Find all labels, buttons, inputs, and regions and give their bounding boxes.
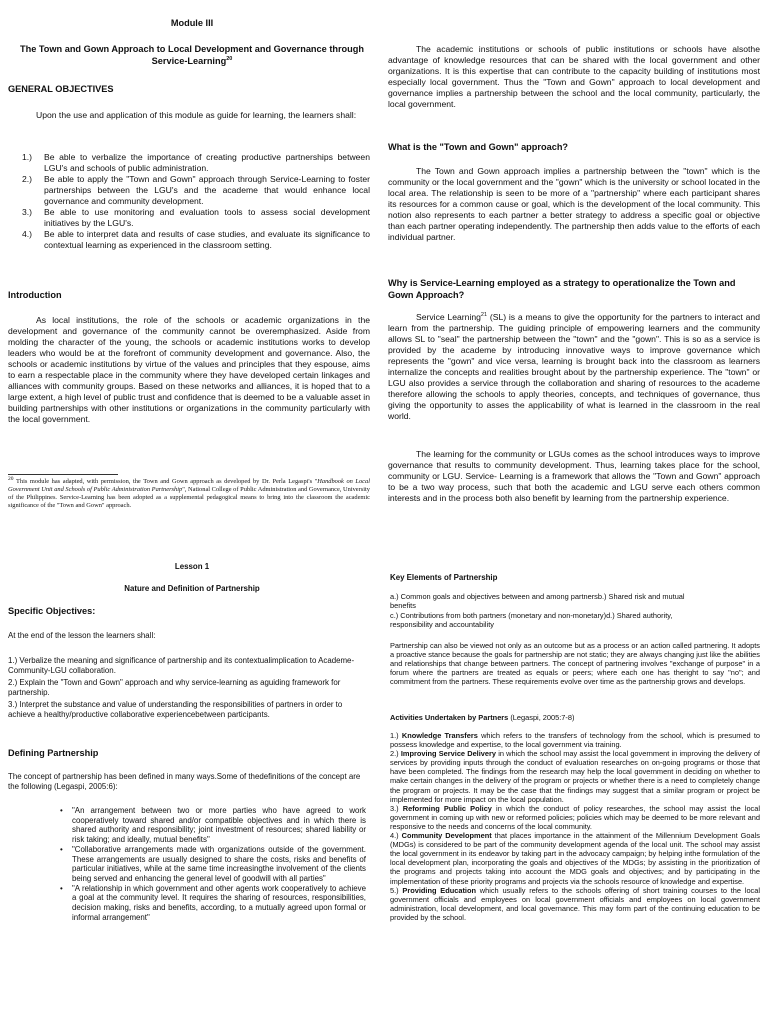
activity-item: 3.) Reforming Public Policy in which the conduct of policy researches, the school may assist the local government in coming up with new or reformed policies; policies which may be deemed to be more relevant and responsive to the needs and concerns of the local community. (390, 803, 760, 831)
definition-item: • "A relationship in which government and other agents work cooperatively to achieve a goal at the community level. It requires the sharing of resources, responsibilities, decision making, risks and benefits, according, to a mutually agreed upon formal or informal arrangement" (60, 883, 366, 922)
activity-item: 2.) Improving Service Delivery in which the school may assist the local government in improving the delivery of services by providing inputs through the conduct of evaluation researches on on-going programs or those that have been completed. The findings from the research may help the local government in deciding on whether to make certain changes in the delivery of the program or projects or whether there is a need to completely change the program or projects. It may be the case that the findings may suggest that a similar program or project be implemented for more impact on the local population. (390, 749, 760, 804)
lesson-section (0, 540, 384, 1024)
service-learning-question-heading: Why is Service-Learning employed as a strategy to operationalize the Town and Gown Approach? (388, 278, 736, 300)
key-element-item: a.) Common goals and objectives between and among partnersb.) Shared risk and mutual benefits (390, 592, 685, 611)
footnote-20: $^{20}$ This module has adapted, with permission, the Town and Gown approach as developed by Dr. Perla Legaspi's "Handbook on Local Government Unit and Schools of Public Administration Partnership", National College of Public Administration and Governance, University of the Philippines. Service-Learning has been adopted as a supplemental pedagogical means to bring into the classroom the academic significance of the "Town and Gown" approach. (8, 475, 370, 509)
specific-objective-item: 1.) Verbalize the meaning and significance of partnership and its contextualimplication to Academe-Community-LGU collaboration. (8, 656, 355, 675)
footnote-ref-20: 20 (226, 55, 233, 62)
objective-item: 1.) Be able to verbalize the importance of creating productive partnerships between LGU's and schools of public administration. (22, 152, 370, 173)
general-objectives-heading: GENERAL OBJECTIVES (8, 84, 114, 94)
introduction-heading: Introduction (8, 290, 62, 300)
defining-partnership-intro: The concept of partnership has been defined in many ways.Some of thedefinitions of the concept are the following (Legaspi, 2005:6): (8, 772, 361, 791)
activities-heading: Activities Undertaken by Partners (Legaspi, 2005:7-8) (390, 713, 575, 722)
key-element-item: c.) Contributions from both partners (monetary and non-monetary)d.) Shared authority, responsibility and accountability (390, 611, 673, 630)
module-title: Module III (170, 18, 214, 28)
footnote-rule (8, 474, 118, 475)
objectives-intro: Upon the use and application of this module as guide for learning, the learners shall: (36, 110, 357, 120)
specific-objectives-heading: Specific Objectives: (8, 606, 96, 616)
module-subtitle-line1: The Town and Gown Approach to Local Development and Governance through (19, 44, 365, 54)
town-gown-question-heading: What is the "Town and Gown" approach? (388, 142, 569, 152)
introduction-paragraph: As local institutions, the role of the schools or academic organizations in the development and governance of the community cannot be overemphasized. Aside from molding the character of the young, the schools or academic institutions works to develop leaders who would be at the forefront of community development and governance. Also, the schools or academic institutions by virtue of the values and principles that they espouse, aims to earn a respectable place in the community where they have developed certain linkages and alliances with community groups. Based on these networks and alliances, it is hoped that to a large extent, a high level of public trust and confidence that is deemed to be a valuable asset in building partnerships with other institutions or organizations in the community particularly with the local government. (8, 315, 370, 424)
definition-item: • "Collaborative arrangements made with organizations outside of the government. These arrangements are usually designed to share the costs, risks and benefits of particular initiatives, while at the same time increasingthe involvement of the clients being served and enhancing the general level of goodwill with all parties" (60, 844, 366, 883)
activity-item: 1.) Knowledge Transfers which refers to the transfers of technology from the school, which is presumed to possess knowledge and expertise, to the local government via training. (390, 731, 760, 750)
partnership-definitions-list (60, 806, 366, 922)
service-learning-paragraph: Service Learning$^{21}$ (SL) is a means to give the opportunity for the partners to interact and learn from the partnership. The guiding principle of empowering learners and the community allows SL to "seal" the partnership between the "town" and the "gown". This is so as a service is provided by the academe by introducing innovative ways to improve governance which represents the "gown" and vice versa, learning is brought back into the classroom as learners internalize the concepts and realities brought about by the partnership experience. The "town" or LGU also provides a service through the collaboration and sharing of resources to the academe therefore allowing the schools to apply theories, concepts, and techniques of governance, thus giving the opportunity to asses the applicability of what is learned in the classroom in the real world. (388, 312, 760, 421)
module-intro-section (0, 0, 384, 540)
key-elements-heading: Key Elements of Partnership (390, 573, 498, 582)
activities-list (390, 731, 760, 922)
defining-partnership-heading: Defining Partnership (8, 748, 99, 758)
module-subtitle (6, 44, 378, 67)
activity-item: 5.) Providing Education which usually refers to the schools offering of short training courses to the local government officials and employees on local government officials and employees on local government administration, local development, and local governance. This may form part of the continuing education to be provided by the school. (390, 885, 761, 922)
specific-objective-item: 2.) Explain the "Town and Gown" approach and why service-learning as aguiding framework for partnership. (8, 678, 341, 697)
specific-objectives-intro: At the end of the lesson the learners shall: (8, 631, 156, 640)
footnote-ref-21: 21 (480, 312, 488, 319)
objective-item: 2.) Be able to apply the "Town and Gown" approach through Service-Learning to foster partnerships between the LGU's and the academe that would enhance local governance and community development. (22, 174, 370, 206)
lesson-title: Lesson 1 (174, 562, 210, 571)
academic-resources-paragraph: The academic institutions or schools of public institutions or schools have alsothe advantage of knowledge resources that can be shared with the local government and other organizations. It is this expertise that can contribute to the capacity building of institutions most especially local government. Thus the "Town and Gown" approach to local development and governance implies a partnership between the school and the local community, particularly, the local government. (388, 44, 760, 109)
objective-item: 3.) Be able to use monitoring and evaluation tools to assess social development initiatives by the LGU's. (22, 207, 370, 228)
objectives-list (22, 152, 370, 251)
specific-objective-item: 3.) Interpret the substance and value of understanding the responsibilities of partners in order to achieve a healthy/productive collaborative experiencebetween participants. (8, 700, 343, 719)
module-subtitle-line2: Service-Learning (151, 55, 227, 66)
lesson-subtitle: Nature and Definition of Partnership (124, 584, 260, 593)
objective-item: 4.) Be able to interpret data and results of case studies, and evaluate its significance to contextual learning as experienced in the classroom setting. (22, 229, 370, 250)
community-learning-paragraph: The learning for the community or LGUs comes as the school introduces ways to improve governance that results to community development. Thus, learning takes place for the school, community or LGU. Service- Learning is a framework that allows the "Town and Gown" approach to be a two way process, such that both the academic and LGU serve each others common interests and in the process both also benefit by learning from the partnership experience. (388, 449, 760, 503)
town-and-gown-section (384, 0, 768, 540)
definition-item: • "An arrangement between two or more parties who have agreed to work cooperatively toward shared and/or compatible objectives and in which there is shared authority and responsibility; joint investment of resources; shared liability or risk taking; and ideally, mutual benefits" (60, 806, 366, 845)
town-gown-paragraph: The Town and Gown approach implies a partnership between the "town" which is the community or the local government and the "gown" which is the university or school located in the local area. The relationship is seen to be more of a "partnership" where each participant shares its resources for a common cause or goal, which is the development of the local community. This notion also represents to each partner a better strategy to address a specific goal or objective than each partner operating independently. The partnership then adds value to the efforts of each individual partner. (388, 166, 760, 242)
partnering-paragraph: Partnership can also be viewed not only as an outcome but as a process or an action called partnering. It adopts a proactive stance because the goals for partnership are not static; they are always changing just like the abilities and relationships that change between partners. The concept of partnering involves "exchange of purpose" in a forum where the partners are treated as equals or peers; where each one has theright to say "no"; and commitment from the partners. These requirements evolve over time as the partnership grows and develops. (390, 641, 760, 687)
key-elements-section (384, 540, 768, 1024)
activity-item: 4.) Community Development that places importance in the attainment of the Millennium Development Goals (MDGs) is considered to be part of the community development agenda of the local unit. The school may assist the local government in its endeavor by taking part in the advocacy campaign; by helping inthe formulation of the local development plan, incorporating the goals and objectives of the MDGs; by assisting in the prioritization of the programs and projects taking into account the MDG goals and objectives; and by participating in the implementation of these priority programs and projects via the schools resource of knowledge and expertise. (390, 831, 760, 886)
